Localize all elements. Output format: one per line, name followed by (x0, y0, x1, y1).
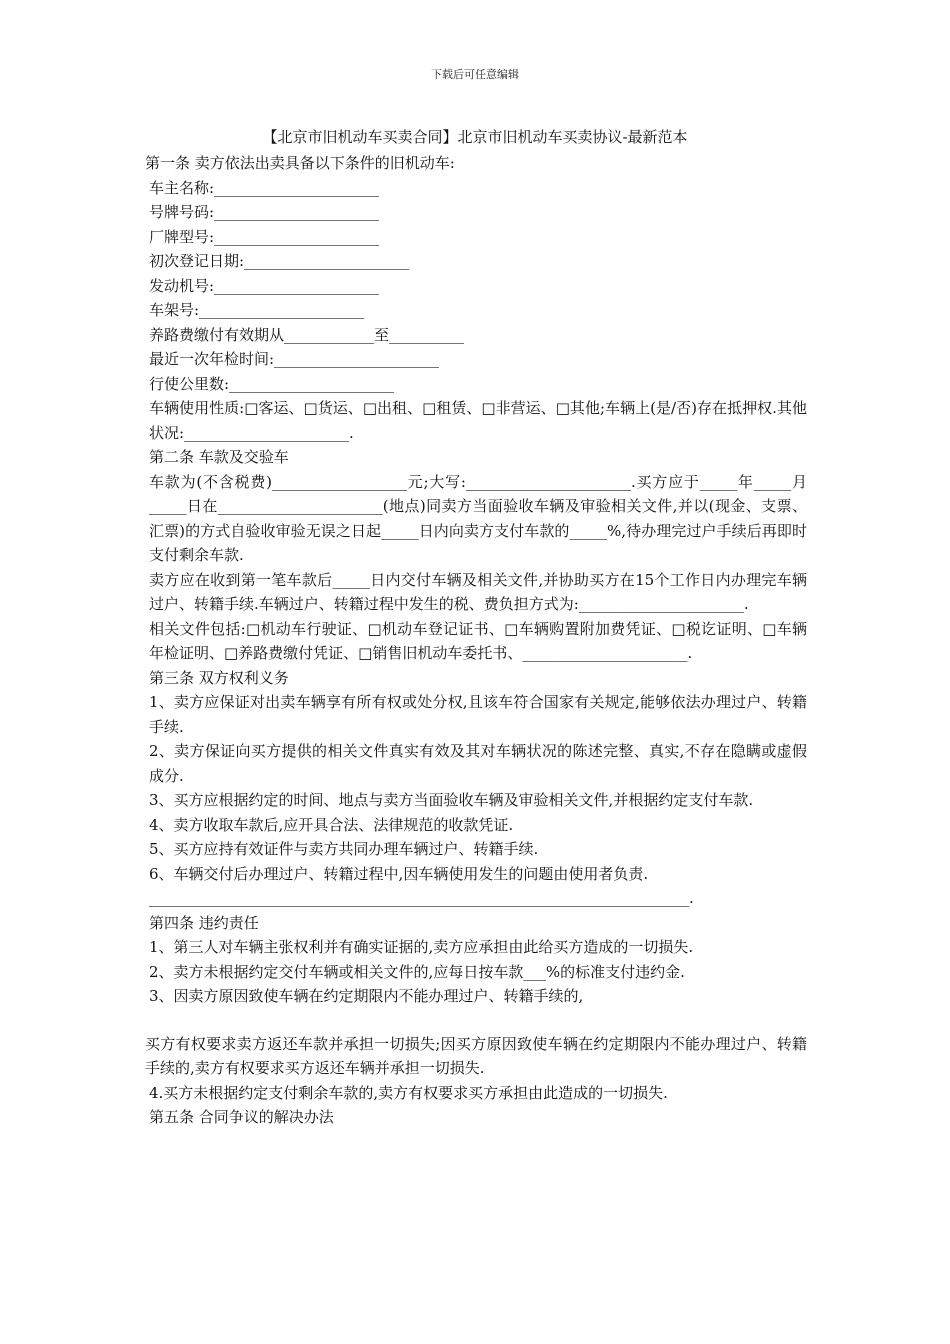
article-5-heading: 第五条 合同争议的解决办法 (149, 1108, 334, 1126)
vehicle-usage-paragraph: 车辆使用性质:□客运、□货运、□出租、□租赁、□非营运、□其他;车辆上(是/否)存在抵押权.其他状况:______________________. (149, 399, 807, 442)
liability-2: 2、卖方未根据约定交付车辆或相关文件的,应每日按车款___%的标准支付违约金. (149, 962, 685, 981)
article-2-heading: 第二条 车款及交验车 (149, 448, 289, 466)
liability-4: 4.买方未根据约定支付剩余车款的,卖方有权要求买方承担由此造成的一切损失. (149, 1083, 668, 1102)
article-1-heading: 第一条 卖方依法出卖具备以下条件的旧机动车: (145, 154, 455, 172)
liability-3-continued: 买方有权要求卖方返还车款并承担一切损失;因买方原因致使车辆在约定期限内不能办理过户、转籍手续的,卖方有权要求买方返还车辆并承担一切损失. (145, 1034, 807, 1077)
field-engine-number: 发动机号:______________________ (149, 276, 380, 295)
obligation-4: 4、卖方收取车款后,应开具合法、法律规范的收款凭证. (149, 815, 514, 834)
field-first-registration-date: 初次登记日期:______________________ (149, 252, 410, 270)
obligation-6: 6、车辆交付后办理过户、转籍过程中,因车辆使用发生的问题由使用者负责. (149, 864, 649, 883)
documents-paragraph: 相关文件包括:□机动车行驶证、□机动车登记证书、□车辆购置附加费凭证、□税讫证明、□车辆年检证明、□养路费缴付凭证、□销售旧机动车委托书、______________________. (149, 619, 807, 662)
obligation-2: 2、卖方保证向买方提供的相关文件真实有效及其对车辆状况的陈述完整、真实,不存在隐瞒或虚假成分. (149, 742, 807, 785)
field-mileage: 行使公里数:______________________ (149, 374, 395, 393)
field-owner-name: 车主名称:______________________ (149, 178, 380, 197)
payment-paragraph: 车款为(不含税费)__________________元;大写:______________________.买方应于_____年_____月_____日在______________________(地点)同卖方当面验收车辆及审验相关文件,并以(现金、支票、汇票)的方式自验收审验无误之日起_____日内向卖方支付车款的_____%,待办理完过户手续后再即时支付剩余车款. (149, 472, 807, 564)
obligation-1: 1、卖方应保证对出卖车辆享有所有权或处分权,且该车符合国家有关规定,能够依法办理过户、转籍手续. (149, 693, 807, 736)
document-title: 【北京市旧机动车买卖合同】北京市旧机动车买卖协议-最新范本 (262, 128, 688, 146)
field-brand-model: 厂牌型号:______________________ (149, 227, 380, 246)
blank-line: ________________________________________________________________________. (149, 889, 694, 907)
obligation-5: 5、买方应持有效证件与卖方共同办理车辆过户、转籍手续. (149, 840, 539, 858)
article-3-heading: 第三条 双方权利义务 (149, 668, 289, 687)
header-note: 下载后可任意编辑 (431, 68, 519, 81)
delivery-paragraph: 卖方应在收到第一笔车款后_____日内交付车辆及相关文件,并协助买方在15个工作日内办理完车辆过户、转籍手续.车辆过户、转籍过程中发生的税、费负担方式为:______________________. (149, 570, 807, 613)
field-frame-number: 车架号:______________________ (149, 301, 365, 319)
document-body (145, 151, 807, 1130)
field-plate-number: 号牌号码:______________________ (149, 203, 380, 221)
field-road-fee-period: 养路费缴付有效期从____________至__________ (149, 325, 465, 344)
article-4-heading: 第四条 违约责任 (149, 913, 259, 932)
liability-1: 1、第三人对车辆主张权利并有确实证据的,卖方应承担由此给买方造成的一切损失. (149, 938, 694, 956)
paragraph-gap (145, 1009, 807, 1032)
field-last-inspection: 最近一次年检时间:______________________ (149, 350, 440, 368)
liability-3: 3、因卖方原因致使车辆在约定期限内不能办理过户、转籍手续的, (149, 987, 584, 1005)
obligation-3: 3、买方应根据约定的时间、地点与卖方当面验收车辆及审验相关文件,并根据约定支付车款. (149, 791, 754, 809)
